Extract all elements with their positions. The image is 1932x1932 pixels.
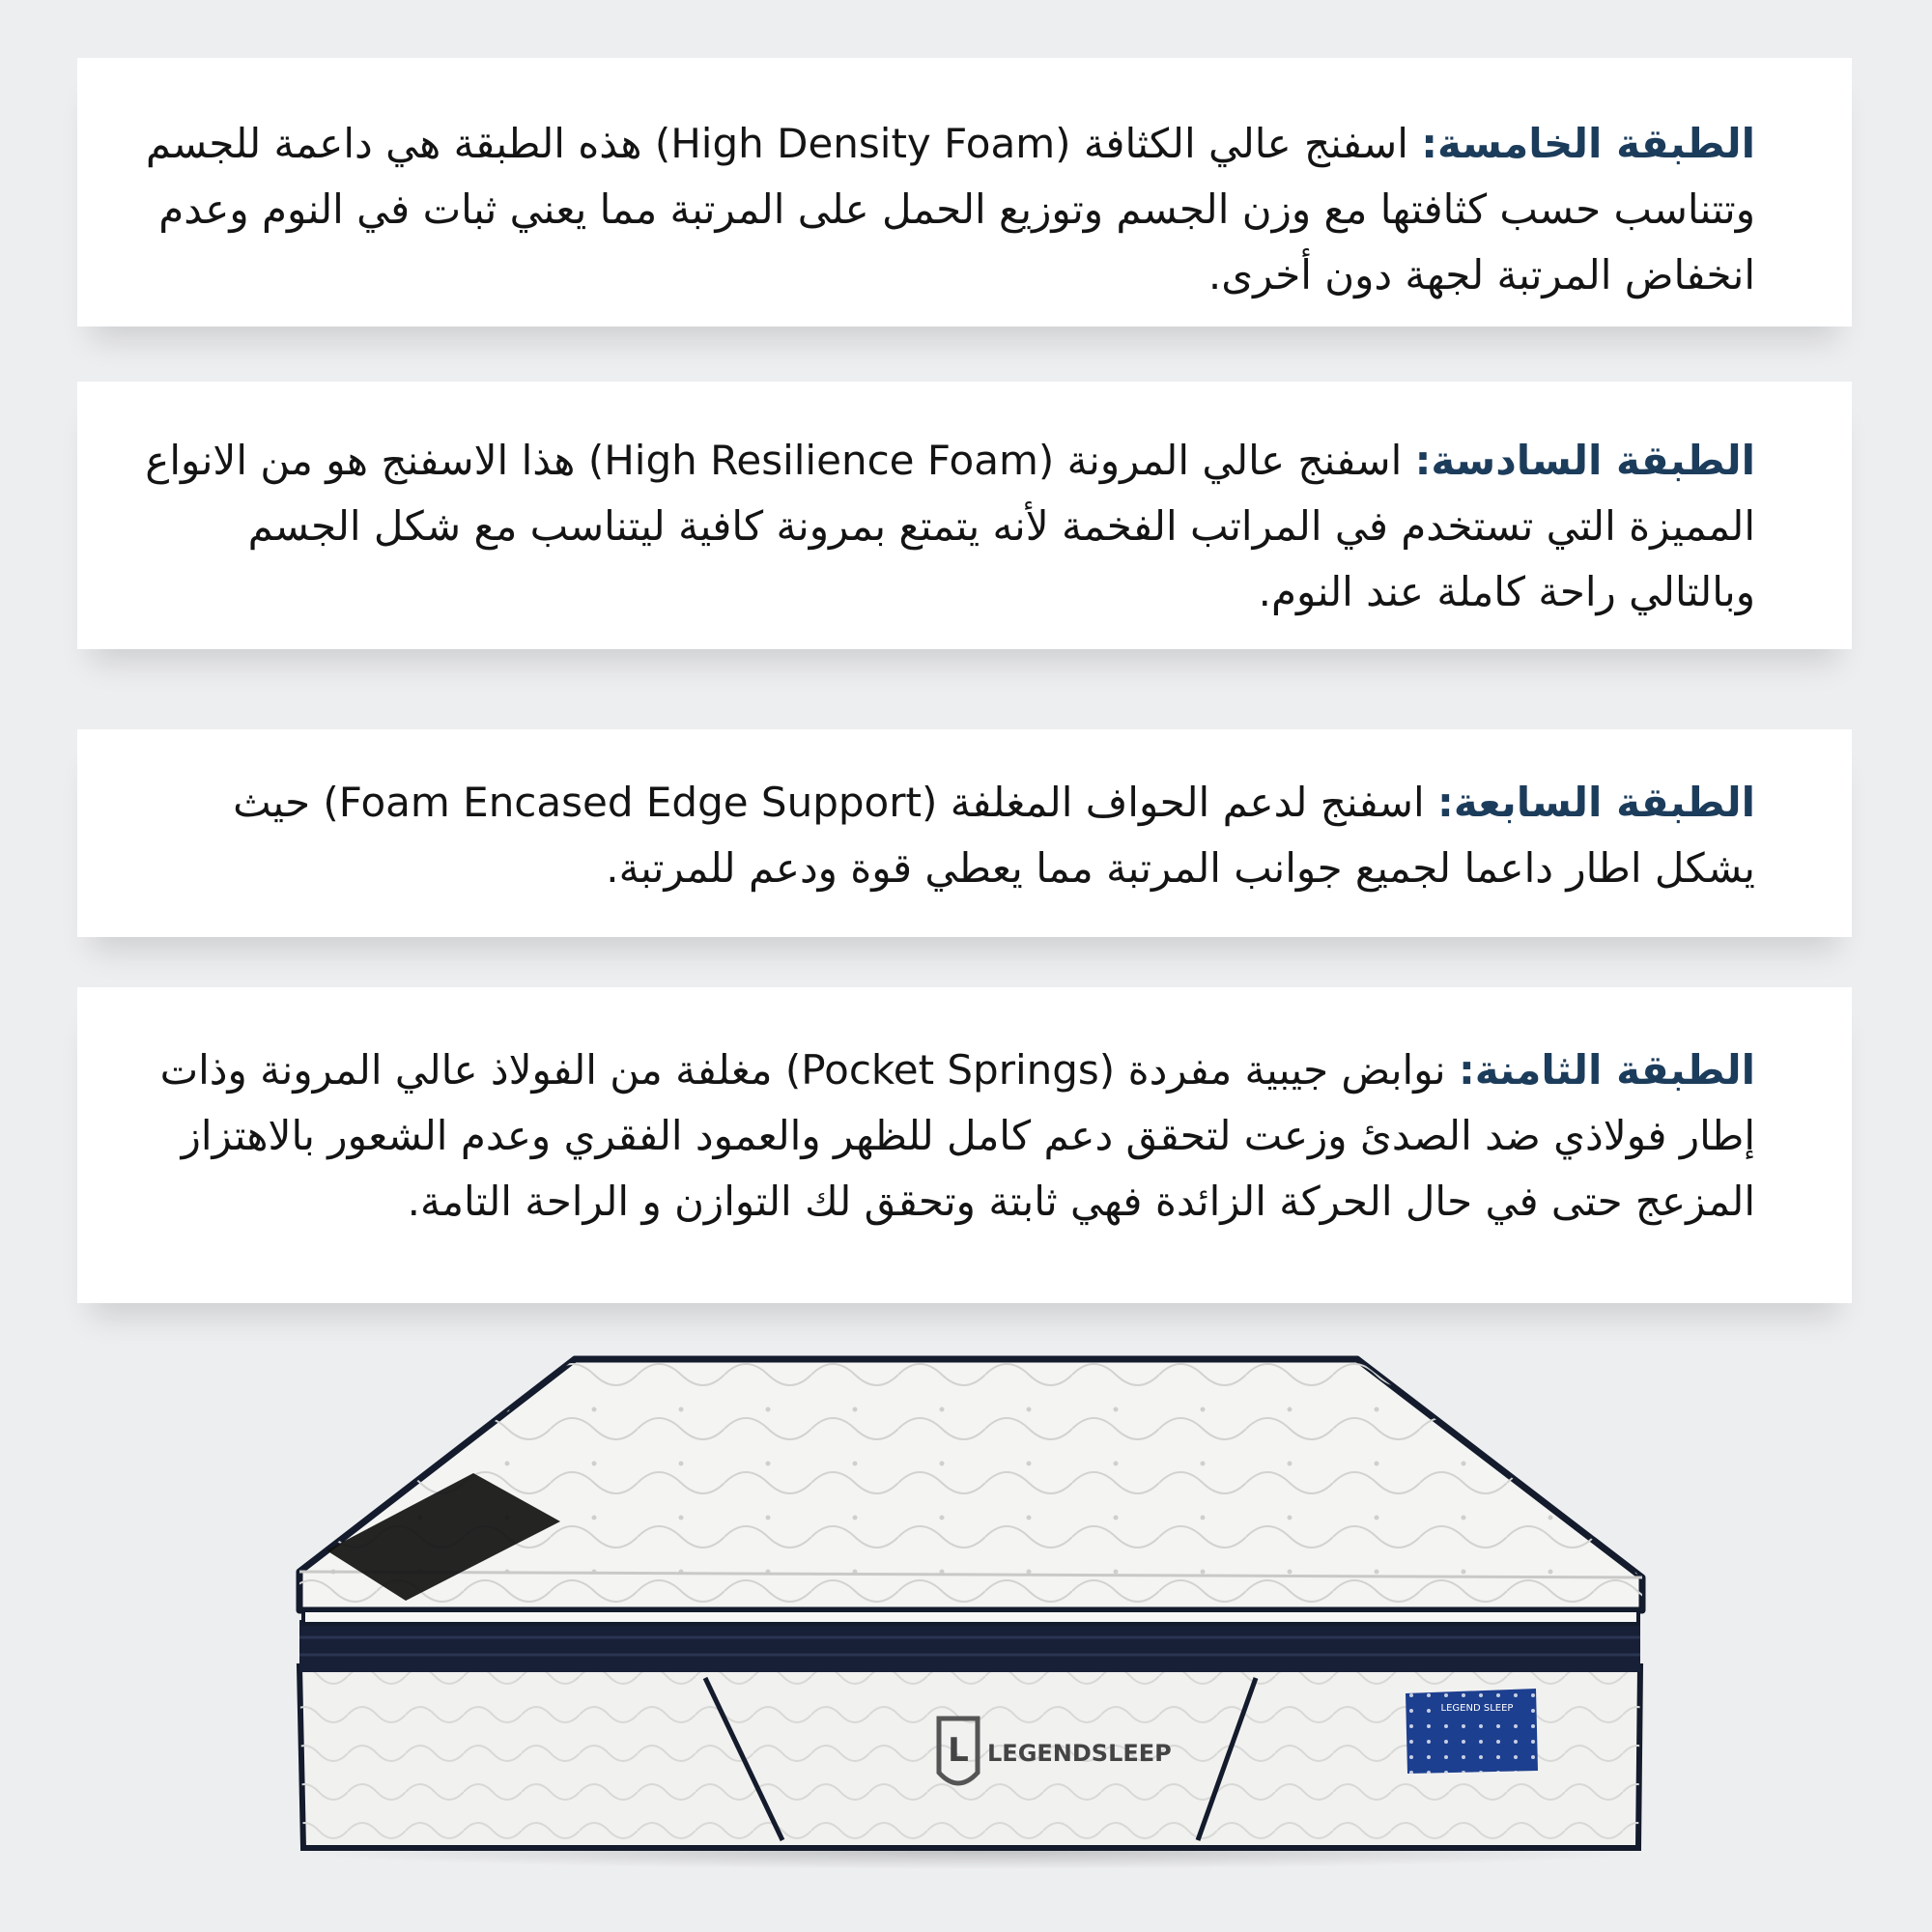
layer-label: الطبقة الخامسة: (1421, 120, 1755, 167)
brand-tag (1406, 1689, 1538, 1774)
layer-name-english: (High Density Foam) (654, 120, 1071, 167)
brand-tag-text: LEGEND SLEEP (1440, 1703, 1514, 1714)
layer-name-english: (Foam Encased Edge Support) (323, 779, 938, 826)
layer-name-arabic: اسفنج عالي المرونة (1066, 437, 1403, 484)
layer-name-arabic: اسفنج لدعم الحواف المغلفة (950, 779, 1425, 826)
layer-name-arabic: اسفنج عالي الكثافة (1083, 120, 1408, 167)
layer-name-english: (High Resilience Foam) (587, 437, 1055, 484)
layer-label: الطبقة الثامنة: (1458, 1046, 1755, 1094)
brand-logo-text: LEGENDSLEEP (987, 1740, 1172, 1767)
layer-body: حيث يشكل اطار داعما لجميع جوانب المرتبة مما يعطي قوة ودعم للمرتبة. (233, 779, 1755, 892)
layer-card-8 (77, 987, 1852, 1303)
layer-description (135, 428, 1755, 625)
layer-card-5 (77, 58, 1852, 327)
svg-text:L: L (948, 1731, 969, 1770)
layer-body: هذا الاسفنج هو من الانواع المميزة التي تستخدم في المراتب الفخمة لأنه يتمتع بمرونة كافية ليتناسب مع شكل الجسم وبالتالي راحة كاملة عند النوم. (145, 437, 1755, 615)
layer-name-arabic: نوابض جيبية مفردة (1127, 1046, 1446, 1094)
layer-body: هذه الطبقة هي داعمة للجسم وتتناسب حسب كثافتها مع وزن الجسم وتوزيع الحمل على المرتبة مما يعني ثبات في النوم وعدم انخفاض المرتبة لجهة دون أخرى. (145, 120, 1755, 298)
layer-card-7 (77, 729, 1852, 937)
layer-description (135, 1037, 1755, 1235)
layer-label: الطبقة السادسة: (1414, 437, 1755, 484)
mattress-band (299, 1620, 1640, 1672)
layer-description (135, 770, 1755, 901)
layer-label: الطبقة السابعة: (1437, 779, 1755, 826)
layer-card-6 (77, 382, 1852, 649)
mattress-image (290, 1348, 1652, 1869)
layer-description (135, 111, 1755, 308)
layer-body: مغلفة من الفولاذ عالي المرونة وذات إطار فولاذي ضد الصدئ وزعت لتحقق دعم كامل للظهر والعمود الفقري وعدم الشعور بالاهتزاز المزعج حتى في حال الحركة الزائدة فهي ثابتة وتحقق لك التوازن و الراحة التامة. (159, 1046, 1755, 1225)
layer-name-english: (Pocket Springs) (784, 1046, 1116, 1094)
